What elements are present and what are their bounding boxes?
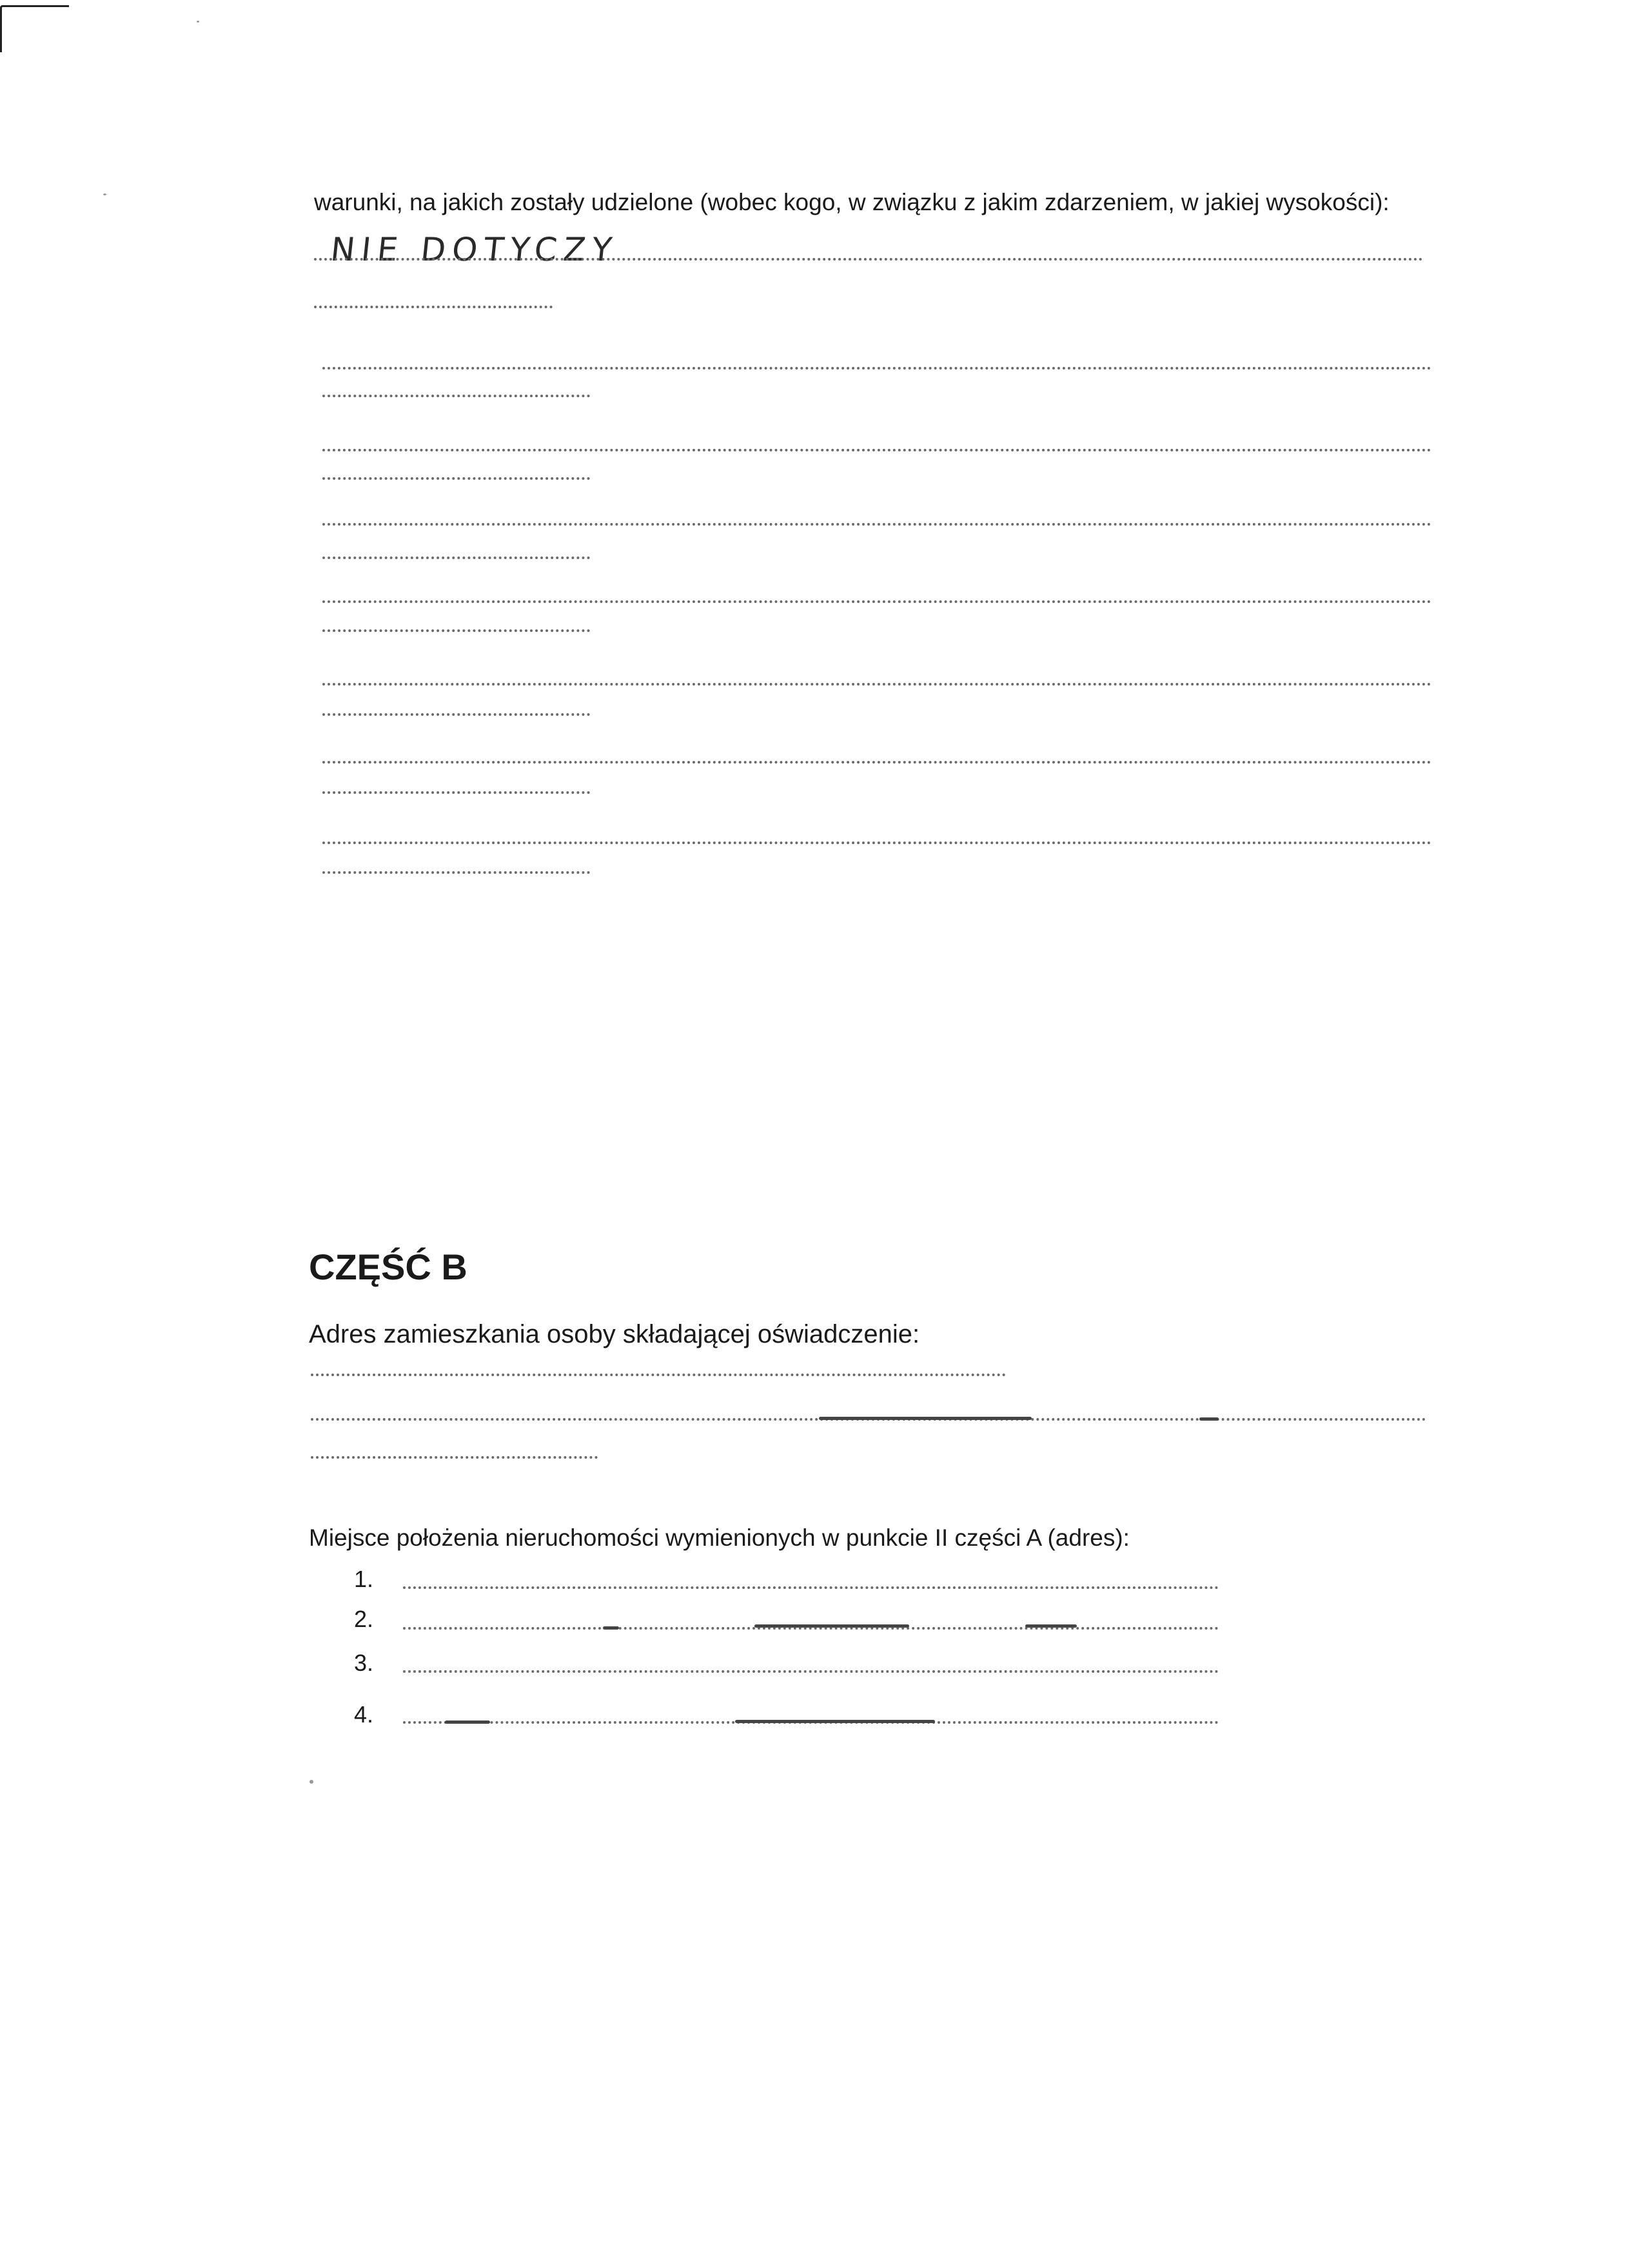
property-item-number: 3. (354, 1650, 374, 1676)
part-b-heading: CZĘŚĆ B (309, 1247, 467, 1287)
property-item-number: 4. (354, 1701, 374, 1728)
handwritten-answer: NIE DOTYCZY (328, 231, 620, 268)
property-item-number: 1. (354, 1566, 374, 1592)
address-label: Adres zamieszkania osoby składającej oświadczenie: (309, 1320, 920, 1348)
conditions-label: warunki, na jakich zostały udzielone (wobec kogo, w związku z jakim zdarzeniem, w jakiej wysokości): (314, 189, 1390, 215)
scan-speck (197, 21, 199, 23)
scan-speck (103, 193, 106, 195)
scan-speck (310, 1780, 313, 1784)
property-label: Miejsce położenia nieruchomości wymienionych w punkcie II części A (adres): (309, 1524, 1130, 1551)
property-item-number: 2. (354, 1606, 374, 1632)
scan-corner-mark (0, 5, 69, 52)
